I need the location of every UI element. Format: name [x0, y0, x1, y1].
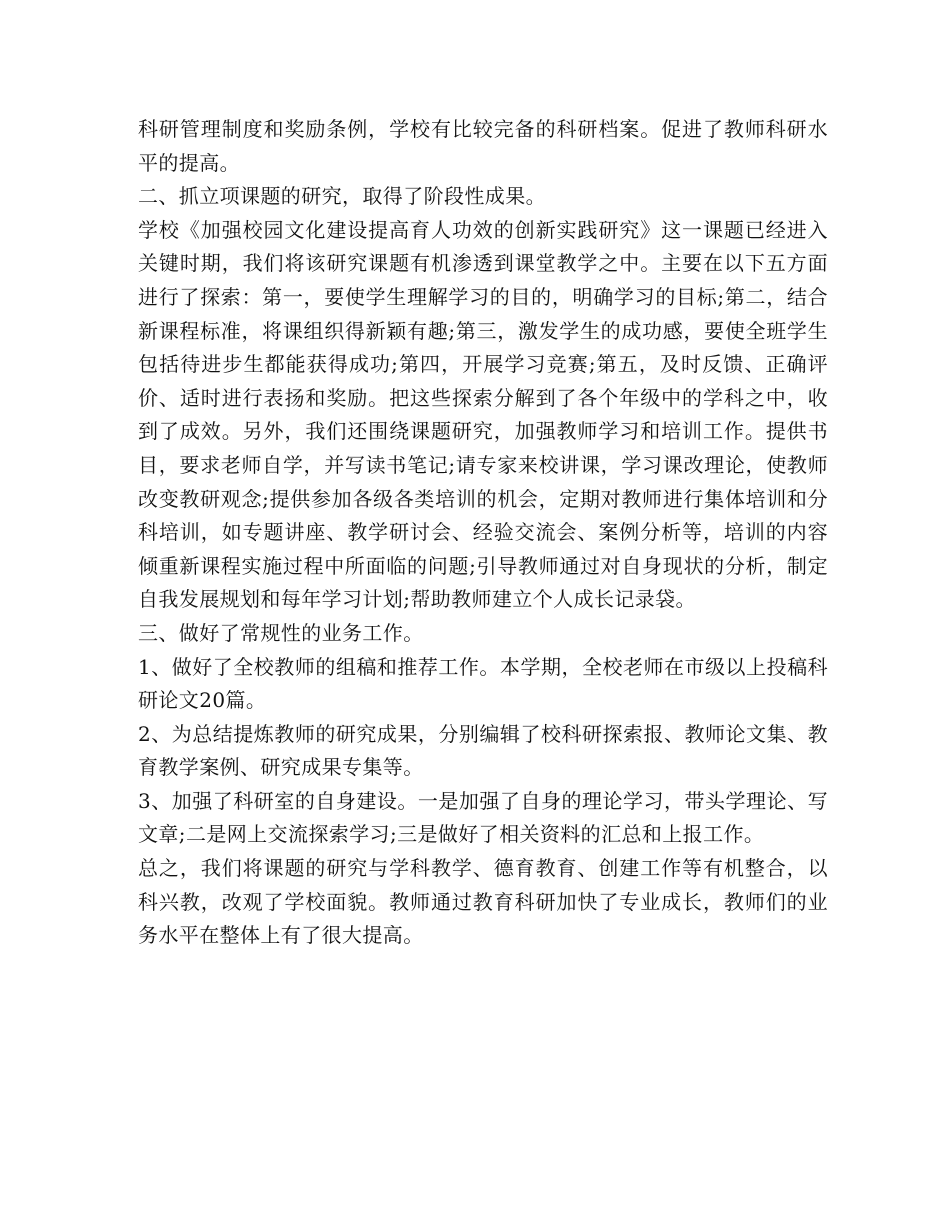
- document-body: [138, 113, 828, 953]
- list-item-3: 3、加强了科研室的自身建设。一是加强了自身的理论学习，带头学理论、写文章;二是网上交流探索学习;三是做好了相关资料的汇总和上报工作。: [138, 788, 828, 847]
- paragraph-project-research: 学校《加强校园文化建设提高育人功效的创新实践研究》这一课题已经进入关键时期，我们将该研究课题有机渗透到课堂教学之中。主要在以下五方面进行了探索：第一，要使学生理解学习的目的，明确学习的目标;第二，结合新课程标准，将课组织得新颖有趣;第三，激发学生的成功感，要使全班学生包括待进步生都能获得成功;第四，开展学习竞赛;第五，及时反馈、正确评价、适时进行表扬和奖励。把这些探索分解到了各个年级中的学科之中，收到了成效。另外，我们还围绕课题研究，加强教师学习和培训工作。提供书目，要求老师自学，并写读书笔记;请专家来校讲课，学习课改理论，使教师改变教研观念;提供参加各级各类培训的机会，定期对教师进行集体培训和分科培训，如专题讲座、教学研讨会、经验交流会、案例分析等，培训的内容倾重新课程实施过程中所面临的问题;引导教师通过对自身现状的分析，制定自我发展规划和每年学习计划;帮助教师建立个人成长记录袋。: [138, 217, 828, 612]
- section-heading-3: 三、做好了常规性的业务工作。: [138, 620, 424, 645]
- list-item-2: 2、为总结提炼教师的研究成果，分别编辑了校科研探索报、教师论文集、教育教学案例、研究成果专集等。: [138, 721, 828, 780]
- paragraph-summary: 总之，我们将课题的研究与学科教学、德育教育、创建工作等有机整合，以科兴教，改观了学校面貌。教师通过教育科研加快了专业成长，教师们的业务水平在整体上有了很大提高。: [138, 856, 828, 948]
- section-heading-2: 二、抓立项课题的研究，取得了阶段性成果。: [138, 184, 546, 209]
- list-item-1: 1、做好了全校教师的组稿和推荐工作。本学期，全校老师在市级以上投稿科研论文20篇。: [138, 654, 828, 713]
- paragraph-research-management: 科研管理制度和奖励条例，学校有比较完备的科研档案。促进了教师科研水平的提高。: [138, 117, 828, 175]
